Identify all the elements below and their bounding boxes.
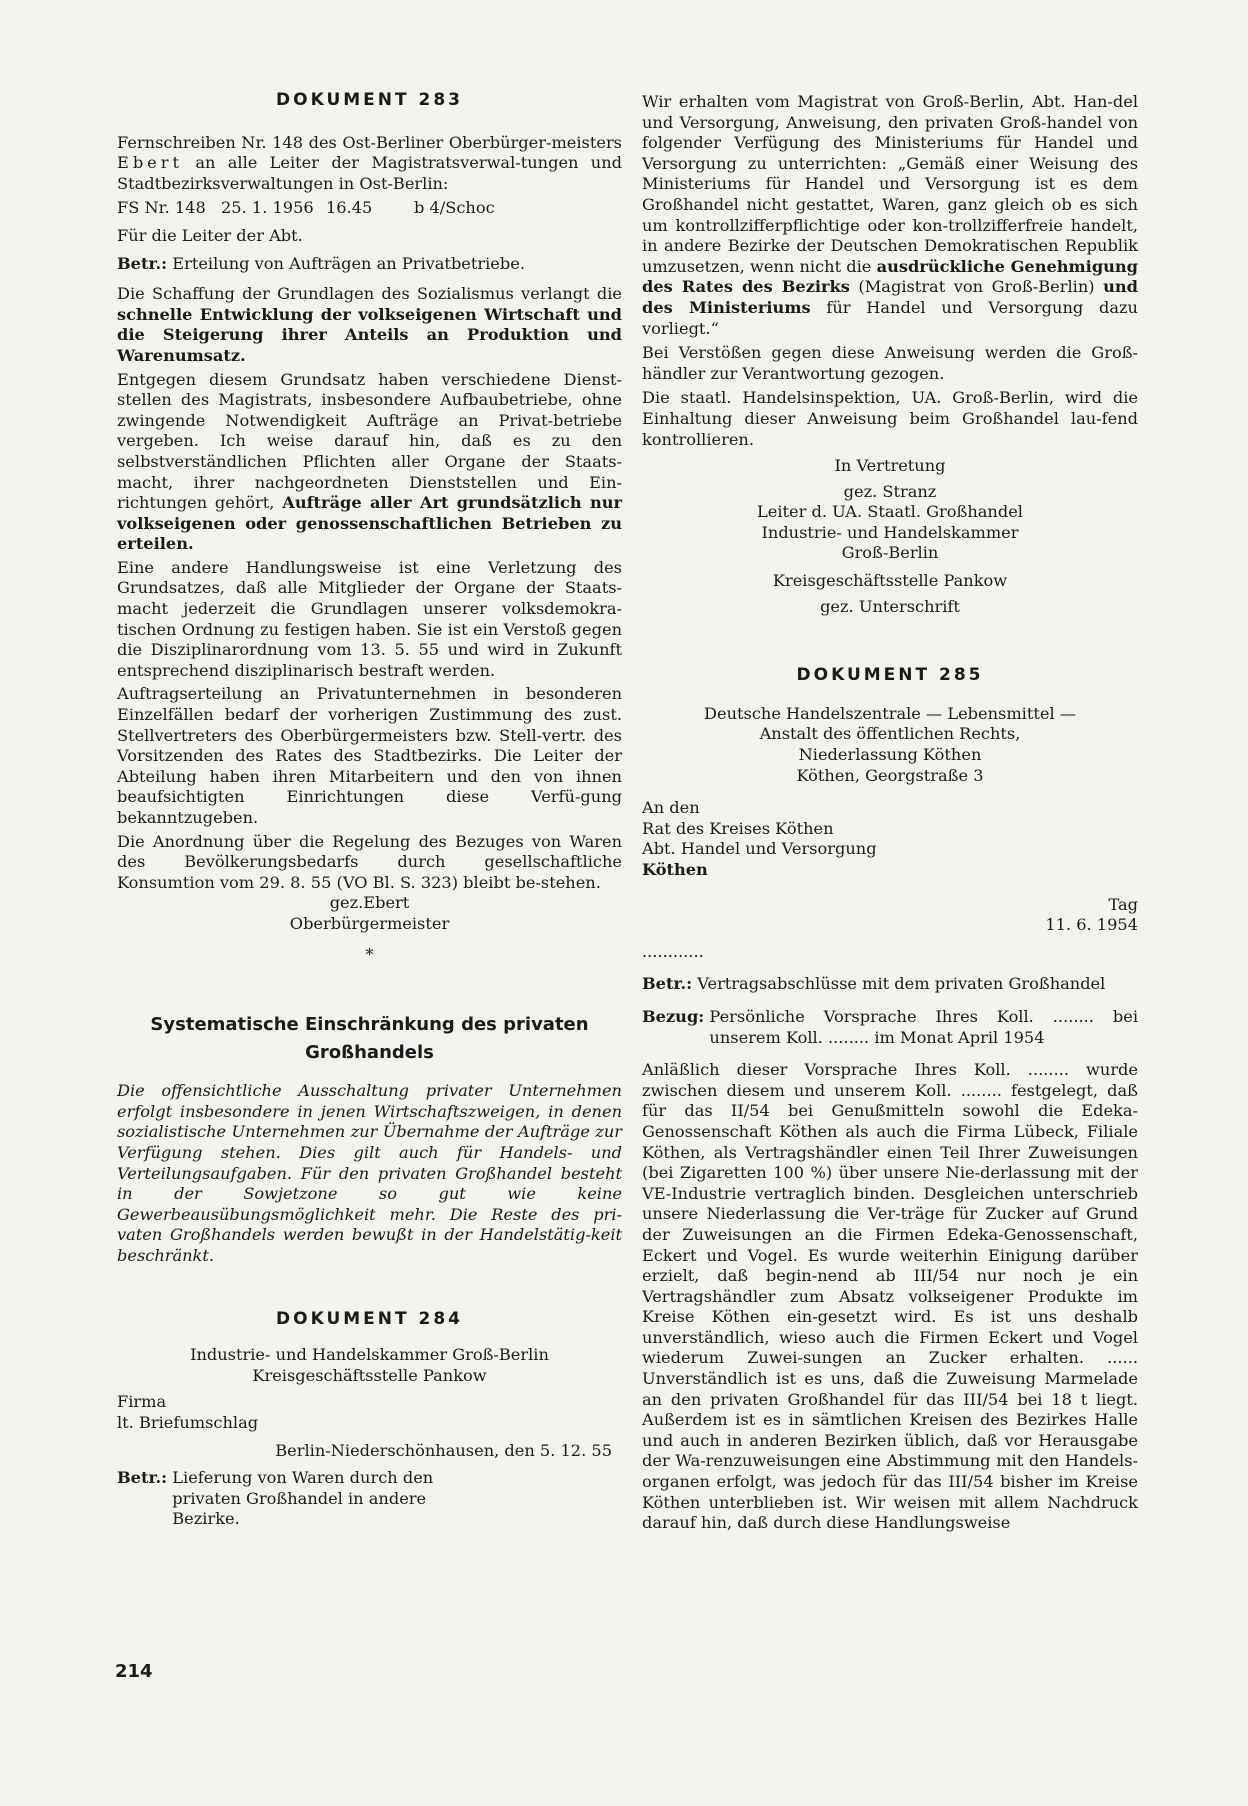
doc284-sender-1: Industrie- und Handelskammer Groß-Berlin [190, 1345, 549, 1365]
doc284-sender-2: Kreisgeschäftsstelle Pankow [252, 1365, 487, 1385]
doc284-signature-5: Groß-Berlin [841, 543, 939, 563]
doc283-paragraph-3: Eine andere Handlungsweise ist eine Verletzung des Grundsatzes, daß alle Mitglieder der Organe der Staats-macht jederzeit die Grundlagen unserer volksdemokra-tischen Ordnung zu festigen haben. Sie ist ein Verstoß gegen die Disziplinarordnung vom 13. 5. 55 und wird in Zukunft entsprechend disziplinarisch bestraft werden. [117, 557, 622, 680]
fs-reference: b 4/Schoc [414, 198, 495, 218]
doc284-address-2: lt. Briefumschlag [117, 1412, 259, 1432]
doc284-betreff [117, 1468, 622, 1530]
doc285-paragraph-1: Anläßlich dieser Vorsprache Ihres Koll. ........ wurde zwischen diesem und unserem Koll. ........ festgelegt, daß für das II/54 bei Genußmitteln sowohl die Edeka-Genossenschaft Köthen als auch die Firma Lübeck, Filiale Köthen, als Vertragshändler einen Teil Ihrer Zuweisungen (bei Zigaretten 100 %) über unsere Nie-derlassung mit der VE-Industrie vertraglich binden. Desgleichen unterschrieb unsere Niederlassung die Ver-träge für Zucker auf Grund der Zuweisungen an die Firmen Edeka-Genossenschaft, Eckert und Vogel. Es wurde weiterhin Einigung darüber erzielt, daß begin-nend ab III/54 nur noch je ein Vertragshändler zum Absatz volkseigener Produkte im Kreise Köthen ein-gesetzt wird. Es ist uns deshalb unverständlich, wieso auch die Firmen Eckert und Vogel wiederum Zuwei-sungen an Zucker erhalten. ...... Unverständlich ist es uns, daß die Zuweisung Marmelade an den privaten Großhandel für das III/54 bei 18 t liegt. Außerdem ist es in sämtlichen Kreisen des Bezirkes Halle und auch in anderen Bezirken üblich, daß vor Herausgabe der Wa-renzuweisungen eine Abstimmung mit den Handels-organen erfolgt, was jedoch für das III/54 bisher im Kreise Köthen unterblieben ist. Wir weisen mit allem Nachdruck darauf hin, daß durch diese Handlungsweise [642, 1060, 1138, 1533]
doc283-signature-title: Oberbürgermeister [289, 913, 450, 933]
left-column [117, 90, 622, 1530]
betreff-label: Betr.: [117, 1468, 168, 1488]
doc284-heading: DOKUMENT 284 [276, 1308, 463, 1329]
doc284-signature-6: Kreisgeschäftsstelle Pankow [772, 571, 1008, 591]
doc285-address-2: Rat des Kreises Köthen [642, 818, 834, 838]
doc284-address-1: Firma [117, 1392, 167, 1412]
doc283-paragraph-5: Die Anordnung über die Regelung des Bezuges von Waren des Bevölkerungsbedarfs durch gesellschaftliche Konsumtion vom 29. 8. 55 (VO Bl. S. 323) bleibt be-stehen. [117, 831, 622, 892]
doc283-intro-part2: an alle Leiter der Magistratsverwal-tungen und Stadtbezirksverwaltungen in Ost-Berlin: [117, 153, 622, 193]
doc285-address-4: Köthen [642, 860, 708, 879]
betreff-text: Vertragsabschlüsse mit dem privaten Großhandel [697, 974, 1106, 994]
doc285-dots: ............ [642, 941, 704, 961]
doc284-signature-7: gez. Unterschrift [820, 596, 960, 616]
fs-date: 25. 1. 1956 [221, 198, 314, 218]
doc283-signature-name: gez.Ebert [329, 893, 410, 913]
betreff-label: Betr.: [642, 974, 693, 994]
doc284-signature-3: Leiter d. UA. Staatl. Großhandel [757, 502, 1023, 522]
doc285-tag-label: Tag [1108, 894, 1138, 914]
doc285-date: 11. 6. 1954 [1045, 915, 1138, 935]
doc283-fs-line [117, 198, 622, 219]
betreff-label: Betr.: [117, 253, 168, 273]
doc284-paragraph-2: Bei Verstößen gegen diese Anweisung werden die Groß-händler zur Verantwortung gezogen. [642, 343, 1138, 383]
doc285-address-1: An den [642, 798, 700, 818]
doc283-paragraph-1: Die Schaffung der Grundlagen des Sozialismus verlangt die schnelle Entwicklung der volkseigenen Wirtschaft und die Steigerung ihrer Anteils an Produktion und Warenumsatz. [117, 284, 622, 365]
doc285-bezug [642, 1007, 1138, 1048]
page-number: 214 [115, 1661, 153, 1682]
doc284-signature-1: In Vertretung [834, 456, 946, 476]
right-column [642, 92, 1138, 1534]
fs-number: FS Nr. 148 [117, 198, 206, 218]
doc283-paragraph-4: Auftragserteilung an Privatunternehmen in besonderen Einzelfällen bedarf der vorherigen Zustimmung des zust. Stellvertreters des Oberbürgermeisters bzw. Stell-vertr. des Vorsitzenden des Rates des Stadtbezirks. Die Leiter der Abteilung haben ihren Mitarbeitern und den von ihnen beaufsichtigten Einrichtungen diese Verfü-gung bekanntzugeben. [117, 684, 622, 827]
doc283-intro-part1: Fernschreiben Nr. 148 des Ost-Berliner Oberbürger-meisters [117, 132, 622, 152]
doc285-sender-2: Anstalt des öffentlichen Rechts, [759, 724, 1021, 744]
doc284-paragraph-1: Wir erhalten vom Magistrat von Groß-Berlin, Abt. Han-del und Versorgung, Anweisung, den privaten Groß-handel von folgender Verfügung des Ministeriums für Handel und Versorgung zu unterrichten: „Gemäß einer Weisung des Ministeriums für Handel und Versorgung ist es dem Großhandel nicht gestattet, Waren, ganz gleich ob es sich um kontrollzifferpflichtige oder kon-trollzifferfreie handelt, in andere Bezirke der Deutschen Demokratischen Republik umzusetzen, wenn nicht die ausdrückliche Genehmigung des Rates des Bezirks (Magistrat von Groß-Berlin) und des Ministeriums für Handel und Versorgung dazu vorliegt.“ [642, 92, 1138, 338]
doc284-signature-2: gez. Stranz [843, 481, 937, 501]
doc285-sender-4: Köthen, Georgstraße 3 [796, 765, 984, 785]
betreff-text: Erteilung von Aufträgen an Privatbetriebe. [172, 253, 525, 273]
fs-time: 16.45 [326, 198, 373, 218]
doc283-betreff [117, 254, 622, 275]
doc285-address-3: Abt. Handel und Versorgung [642, 839, 877, 859]
separator-asterisk: * [365, 944, 374, 964]
doc285-heading: DOKUMENT 285 [796, 665, 984, 686]
doc285-betreff [642, 974, 1138, 995]
doc283-intro-name: Ebert [117, 153, 184, 173]
bezug-text: Persönliche Vorsprache Ihres Koll. ........ bei unserem Koll. ........ im Monat April 1954 [709, 1006, 1138, 1047]
doc285-sender-3: Niederlassung Köthen [798, 745, 982, 765]
bezug-label: Bezug: [642, 1006, 705, 1026]
doc283-recipient: Für die Leiter der Abt. [117, 225, 303, 245]
betreff-text: Lieferung von Waren durch den privaten Großhandel in andere Bezirke. [172, 1468, 434, 1529]
doc284-paragraph-3: Die staatl. Handelsinspektion, UA. Groß-Berlin, wird die Einhaltung dieser Anweisung beim Großhandel lau-fend kontrollieren. [642, 388, 1138, 449]
doc283-paragraph-2: Entgegen diesem Grundsatz haben verschiedene Dienst-stellen des Magistrats, insbesondere Aufbaubetriebe, ohne zwingende Notwendigkeit Aufträge an Privat-betriebe vergeben. Ich weise darauf hin, daß es zu den selbstverständlichen Pflichten aller Organe der Staats-macht, ihrer nachgeordneten Dienststellen und Ein-richtungen gehört, Aufträge aller Art grundsätzlich nur volkseigenen oder genossenschaftlichen Betrieben zu erteilen. [117, 369, 623, 554]
doc285-sender-1: Deutsche Handelszentrale — Lebensmittel — [704, 703, 1076, 723]
doc283-intro [117, 133, 622, 195]
section-intro: Die offensichtliche Ausschaltung privater Unternehmen erfolgt insbesondere in jenen Wirtschaftszweigen, in denen sozialistische Unternehmen zur Übernahme der Aufträge zur Verfügung stehen. Dies gilt auch für Handels- und Verteilungsaufgaben. Für den privaten Großhandel besteht in der Sowjetzone so gut wie keine Gewerbeausübungsmöglichkeit mehr. Die Reste des pri-vaten Großhandels werden bewußt in der Handelstätig-keit beschränkt. [117, 1081, 622, 1265]
doc284-place-date: Berlin-Niederschönhausen, den 5. 12. 55 [275, 1441, 612, 1461]
doc283-heading: DOKUMENT 283 [276, 90, 463, 110]
doc284-signature-4: Industrie- und Handelskammer [761, 522, 1019, 542]
section-title: Systematische Einschränkung des privaten Großhandels [150, 1014, 589, 1064]
